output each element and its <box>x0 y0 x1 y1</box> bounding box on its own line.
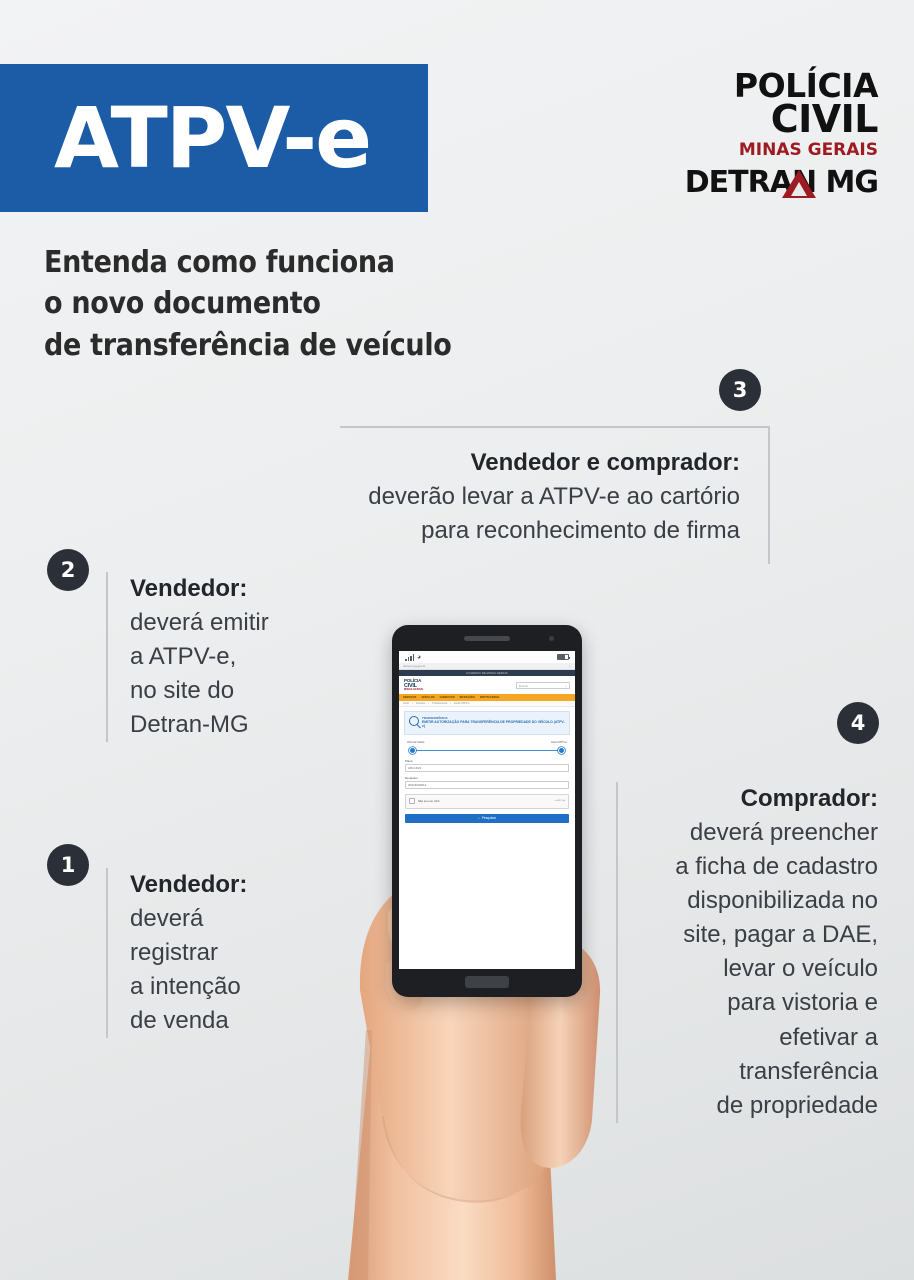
hand-holding-phone-illustration <box>240 560 660 1280</box>
page-title: ATPV-e <box>54 89 371 187</box>
nav-item-servicos[interactable]: SERVIÇOS <box>403 696 417 700</box>
service-panel <box>404 711 570 735</box>
step-1-line-2: registrar <box>130 939 219 967</box>
step-badge-4: 4 <box>837 702 879 744</box>
stepper-label-right: Gerar ATPV-e <box>551 740 567 744</box>
step-4-line-6: para vistoria e <box>727 989 878 1017</box>
menu-icon[interactable]: ⋮ <box>568 664 571 668</box>
search-icon[interactable]: ⌕ <box>565 683 567 688</box>
nav-item-veiculos[interactable]: VEÍCULOS <box>421 696 435 700</box>
step-1-line-3: a intenção <box>130 973 241 1001</box>
recaptcha-label: Não sou um robô <box>418 799 440 804</box>
recaptcha-brand-text: reCAPTCHA <box>554 800 565 803</box>
search-icon-button: ⌕ <box>478 816 480 821</box>
subtitle <box>44 242 474 366</box>
site-logo-line-1: POLÍCIA <box>404 678 422 683</box>
step-badge-1: 1 <box>47 844 89 886</box>
nav-item-condutor[interactable]: CONDUTOR <box>439 696 455 700</box>
step-4-line-9: de propriedade <box>716 1091 878 1119</box>
detran-triangle-inner-icon <box>791 182 807 196</box>
title-banner <box>0 64 428 212</box>
breadcrumb <box>399 701 575 707</box>
status-bar <box>399 651 575 663</box>
field-placa-input[interactable]: ABC1D23 <box>405 764 569 772</box>
form-stepper <box>407 741 567 755</box>
field-renavam-input[interactable]: 00018929812 <box>405 781 569 789</box>
pesquisar-button-label: Pesquisar <box>481 816 496 821</box>
site-nav[interactable] <box>399 694 575 701</box>
breadcrumb-sep-1: › <box>411 702 413 706</box>
step-text-3 <box>340 426 770 564</box>
site-search-input[interactable] <box>516 682 570 689</box>
battery-icon <box>557 654 569 660</box>
field-renavam-label: Renavam <box>405 775 418 780</box>
site-logo <box>404 679 423 692</box>
breadcrumb-item-1[interactable]: Início <box>403 702 409 706</box>
step-text-2 <box>106 572 301 742</box>
field-placa <box>405 759 569 772</box>
step-2-line-2: a ATPV-e, <box>130 643 237 671</box>
recaptcha-brand <box>555 799 565 803</box>
site-search-placeholder: Buscar <box>519 683 529 688</box>
step-1-line-4: de venda <box>130 1007 229 1035</box>
subtitle-line-3: de transferência de veículo <box>44 327 452 363</box>
field-renavam <box>405 776 569 789</box>
step-2-line-1: deverá emitir <box>130 609 269 637</box>
browser-url-text: detran.mg.gov.br <box>403 664 426 668</box>
logo-line-civil: CIVIL <box>770 97 878 142</box>
step-1-lead: Vendedor: <box>130 871 248 898</box>
recaptcha-checkbox[interactable] <box>409 798 415 804</box>
nav-item-institucional[interactable]: INSTITUCIONAL <box>479 696 500 700</box>
pesquisar-button[interactable] <box>405 814 569 823</box>
site-logo-line-3: MINAS GERAIS <box>404 688 424 692</box>
step-4-line-4: site, pagar a DAE, <box>683 921 878 949</box>
gov-strip: GOVERNO DE MINAS GERAIS <box>399 670 575 676</box>
stepper-line <box>411 750 563 751</box>
field-placa-label: Placa <box>405 758 413 763</box>
logo-line-minas-gerais: MINAS GERAIS <box>738 140 878 161</box>
site-header <box>399 676 575 694</box>
signal-bars-icon <box>405 654 414 661</box>
browser-address-bar[interactable] <box>399 663 575 670</box>
smartphone <box>392 625 582 997</box>
step-4-line-7: efetivar a <box>779 1023 878 1051</box>
step-3-lead: Vendedor e comprador: <box>470 449 740 476</box>
wifi-icon: ◕ <box>417 653 422 661</box>
step-1-line-1: deverá <box>130 905 204 933</box>
step-text-1 <box>106 868 296 1038</box>
step-4-line-1: deverá preencher <box>689 819 878 847</box>
stepper-dot-2[interactable] <box>558 747 565 754</box>
breadcrumb-item-2[interactable]: Veículos <box>415 702 426 706</box>
nav-item-infracoes[interactable]: INFRAÇÕES <box>459 696 475 700</box>
step-2-line-4: Detran-MG <box>130 711 249 739</box>
phone-camera-icon <box>549 636 554 641</box>
subtitle-line-2: o novo documento <box>44 286 321 322</box>
stepper-dot-1[interactable] <box>409 747 416 754</box>
magnifier-icon <box>409 716 419 726</box>
panel-title: EMITIR AUTORIZAÇÃO PARA TRANSFERÊNCIA DE PROPRIEDADE DO VEÍCULO (ATPV-e) <box>422 720 565 729</box>
subtitle-line-1: Entenda como funciona <box>44 245 395 280</box>
step-3-line-2: para reconhecimento de firma <box>421 517 740 545</box>
step-text-4 <box>616 782 878 1123</box>
step-3-line-1: deverão levar a ATPV-e ao cartório <box>368 483 740 511</box>
panel-kicker: TRANSFERÊNCIA <box>422 716 448 721</box>
step-badge-3: 3 <box>719 369 761 411</box>
step-2-lead: Vendedor: <box>130 575 248 602</box>
breadcrumb-item-3[interactable]: Transferência <box>432 702 448 706</box>
step-4-line-8: transferência <box>739 1057 878 1085</box>
logo-line-policia: POLÍCIA <box>733 66 878 105</box>
step-2-line-3: no site do <box>130 677 235 705</box>
step-badge-2: 2 <box>47 549 89 591</box>
phone-screen <box>399 651 575 969</box>
stepper-label-left: Informar dados <box>407 740 425 744</box>
step-4-line-3: disponibilizada no <box>687 887 878 915</box>
phone-home-button[interactable] <box>465 976 509 988</box>
step-4-lead: Comprador: <box>740 785 878 812</box>
site-logo-line-2: CIVIL <box>404 682 417 689</box>
recaptcha-widget[interactable] <box>405 794 569 809</box>
detran-mg-logo <box>648 165 878 201</box>
breadcrumb-sep-3: › <box>450 702 452 706</box>
phone-speaker-icon <box>464 636 510 641</box>
step-4-line-5: levar o veículo <box>723 955 878 983</box>
policia-civil-logo <box>648 66 878 201</box>
step-4-line-2: a ficha de cadastro <box>675 853 878 881</box>
breadcrumb-item-4: Emitir ATPV-e <box>454 702 470 706</box>
breadcrumb-sep-2: › <box>428 702 430 706</box>
detran-logo-text: DETRAN MG <box>684 165 878 201</box>
